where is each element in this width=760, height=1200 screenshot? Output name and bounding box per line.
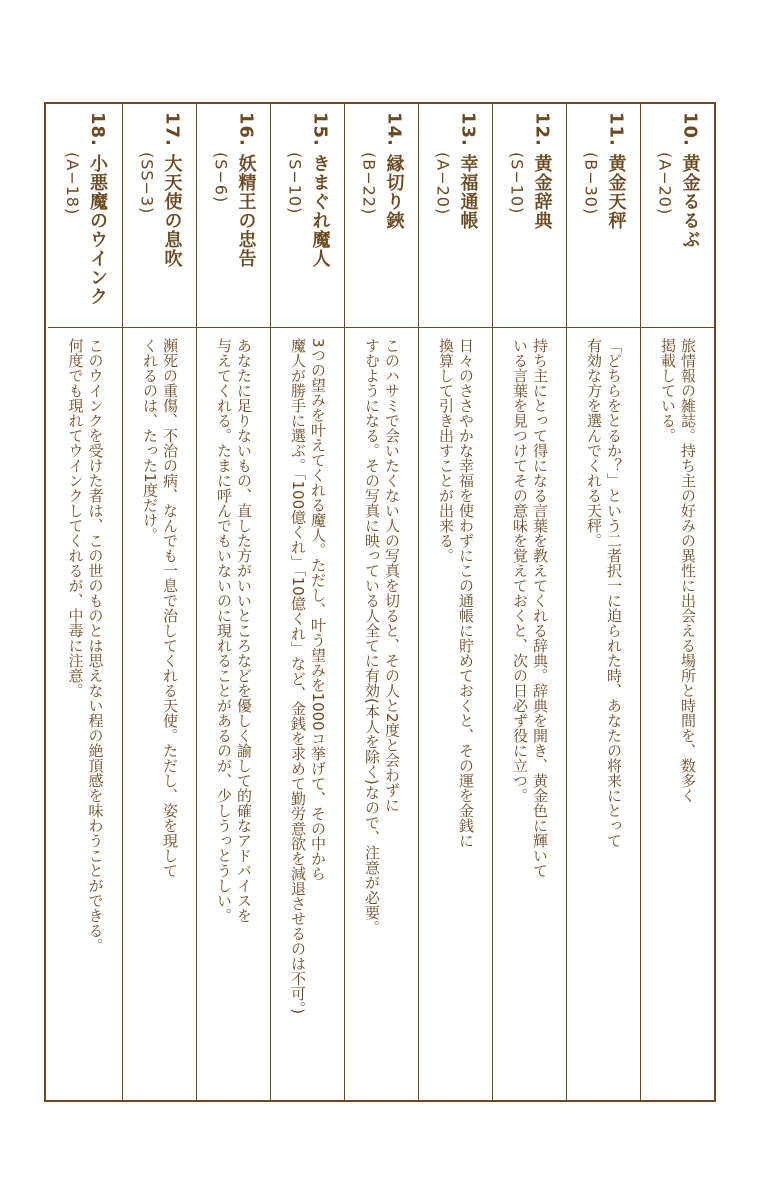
description-line: 魔人が勝手に選ぶ。「100億くれ」「10億くれ」など、金銭を求めて勤労意欲を減退させるのは不可。): [289, 338, 307, 1015]
description-line: このウインクを受けた者は、この世のものとは思えない程の絶頂感を味わうことができる。: [86, 338, 105, 953]
item-name: 16. 妖精王の忠告: [235, 112, 257, 269]
description-line: 瀕死の重傷、不治の病、なんでも一息で治してくれる天使。ただし、姿を現して: [161, 338, 179, 878]
list-item: [344, 104, 418, 1100]
description-line: このハサミで会いたくない人の写真を切ると、その人と2度と会わずに: [383, 338, 401, 813]
item-header-cell: [123, 104, 196, 328]
list-item: [48, 104, 122, 1100]
item-name: 14. 縁切り鋏: [383, 112, 405, 231]
description-line: 何度でも現れてウインクしてくれるが、中毒に注意。: [66, 338, 85, 698]
list-item: [566, 104, 640, 1100]
description-line: くれるのは、たった1度だけ。: [141, 338, 159, 543]
item-header-cell: [419, 104, 492, 328]
list-item: [196, 104, 270, 1100]
item-description-cell: [493, 328, 566, 1100]
description-line: 日々のささやかな幸福を使わずにこの通帳に貯めておくと、その運を金銭に: [457, 338, 475, 848]
item-description-cell: [641, 328, 714, 1100]
description-line: 換算して引き出すことが出来る。: [437, 338, 455, 563]
item-description-cell: [419, 328, 492, 1100]
item-list-table: [44, 102, 716, 1102]
item-name: 11. 黄金天秤: [605, 112, 627, 231]
list-item: [492, 104, 566, 1100]
description-line: 3つの望みを叶えてくれる魔人。ただし、叶う望みを1000コ挙げて、その中から: [309, 338, 327, 881]
item-description-cell: [123, 328, 196, 1100]
item-header-cell: [271, 104, 344, 328]
item-description-cell: [271, 328, 344, 1100]
list-item: [640, 104, 714, 1100]
item-rank-code: (B−22): [359, 152, 379, 216]
list-item: [270, 104, 344, 1100]
item-rank-code: (S−6): [211, 152, 231, 204]
item-description-cell: [567, 328, 640, 1100]
item-rank-code: (SS−3): [137, 152, 157, 215]
item-header-cell: [493, 104, 566, 328]
item-rank-code: (B−30): [581, 152, 601, 216]
description-line: すむようになる。その写真に映っている人全てに有効(本人を除く)なので、注意が必要。: [363, 338, 381, 935]
item-rank-code: (A−18): [63, 152, 82, 216]
item-description-cell: [48, 328, 122, 1100]
description-line: いる言葉を見つけてその意味を覚えておくと、次の日必ず役に立つ。: [511, 338, 529, 803]
item-name: 17. 大天使の息吹: [161, 112, 183, 269]
item-header-cell: [197, 104, 270, 328]
item-header-cell: [641, 104, 714, 328]
item-header-cell: [345, 104, 418, 328]
item-header-cell: [567, 104, 640, 328]
item-name: 12. 黄金辞典: [531, 112, 553, 231]
item-rank-code: (S−10): [285, 152, 305, 215]
description-line: 旅情報の雑誌。持ち主の好みの異性に出会える場所と時間を、数多く: [679, 338, 697, 803]
description-line: あなたに足りないもの、直した方がいいところなどを優しく諭して的確なアドバイスを: [235, 338, 253, 923]
item-rank-code: (A−20): [655, 152, 675, 216]
list-item: [122, 104, 196, 1100]
item-name: 18. 小悪魔のウインク: [87, 112, 108, 307]
description-line: 掲載している。: [659, 338, 677, 443]
list-item: [418, 104, 492, 1100]
description-line: 与えてくれる。たまに呼んでもいないのに現れることがあるのが、少しうっとうしい。: [215, 338, 233, 923]
item-description-cell: [197, 328, 270, 1100]
description-line: 持ち主にとって得になる言葉を教えてくれる辞典。辞典を開き、黄金色に輝いて: [531, 338, 549, 878]
item-rank-code: (S−10): [507, 152, 527, 215]
item-rank-code: (A−20): [433, 152, 453, 216]
item-description-cell: [345, 328, 418, 1100]
description-line: 「どちらをとるか？」という二者択一に迫られた時、あなたの将来にとって: [605, 338, 623, 848]
item-name: 15. きまぐれ魔人: [309, 112, 331, 269]
description-line: 有効な方を選んでくれる天秤。: [585, 338, 603, 548]
item-header-cell: [48, 104, 122, 328]
item-name: 13. 幸福通帳: [457, 112, 479, 231]
item-name: 10. 黄金るるぶ: [679, 112, 701, 250]
